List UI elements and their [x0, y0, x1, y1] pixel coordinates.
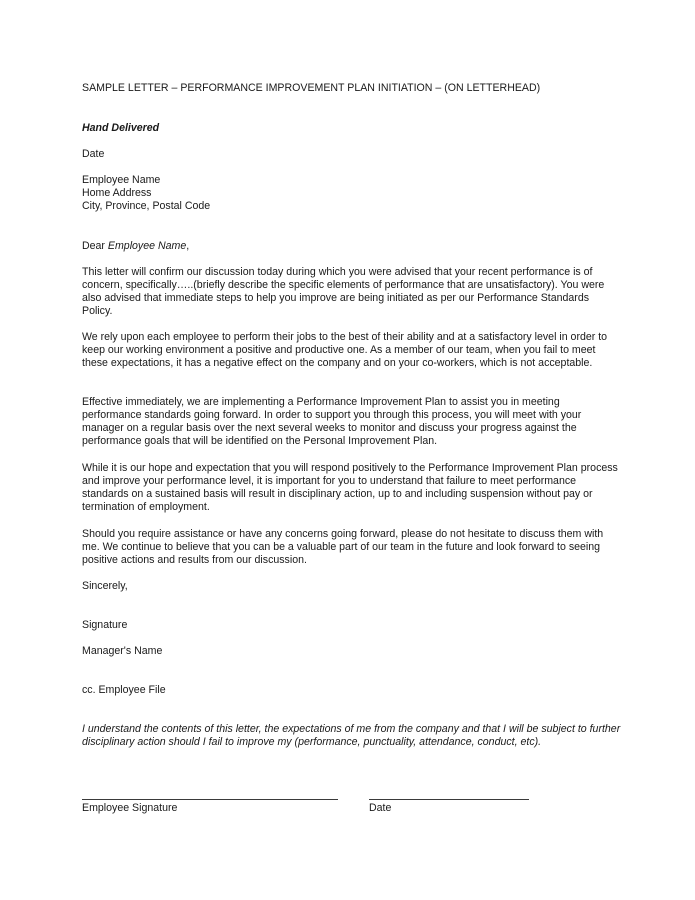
closing: Sincerely, [82, 580, 128, 592]
sign-date-label: Date [369, 802, 392, 814]
salutation [82, 240, 622, 253]
manager-name: Manager's Name [82, 645, 163, 657]
recipient-home-address: Home Address [82, 187, 152, 200]
cc-line: cc. Employee File [82, 684, 166, 696]
delivery-method: Hand Delivered [82, 122, 160, 134]
body-paragraph-3: Effective immediately, we are implementing a Performance Improvement Plan to assist you in meeting performance standards going forward. In order to support you through this process, you will meet with your manager on a regular basis over the next several weeks to monitor and discuss your progress against the performance goals that will be identified on the Personal Improvement Plan. [82, 396, 582, 448]
signature-block [82, 790, 622, 820]
recipient-address [82, 174, 622, 213]
recipient-name: Employee Name [82, 174, 161, 186]
body-paragraph-1: This letter will confirm our discussion today during which you were advised that your recent performance is of concern, specifically…..(briefly describe the specific elements of performance that are unsatisfactory). You were also advised that immediate steps to help you improve are being initiated as per our Performance Standards Policy. [82, 266, 605, 318]
salutation-prefix: Dear [82, 240, 108, 252]
recipient-city: City, Province, Postal Code [82, 200, 211, 213]
letter-title: SAMPLE LETTER – PERFORMANCE IMPROVEMENT PLAN INITIATION – (ON LETTERHEAD) [82, 82, 541, 94]
acknowledgement-statement: I understand the contents of this letter, the expectations of me from the company and that I will be subject to further disciplinary action should I fail to improve my (performance, punctuality, attendance, conduct, etc). [82, 723, 621, 749]
body-paragraph-5: Should you require assistance or have any concerns going forward, please do not hesitate to discuss them with me. We continue to believe that you can be a valuable part of our team in the future and look forward to seeing positive actions and results from our discussion. [82, 528, 604, 567]
employee-signature-line [82, 790, 338, 800]
sign-date-line [369, 790, 529, 800]
signature-label: Signature [82, 619, 128, 631]
salutation-name: Employee Name [107, 240, 187, 252]
employee-signature-label: Employee Signature [82, 802, 178, 814]
body-paragraph-4: While it is our hope and expectation that you will respond positively to the Performance Improvement Plan process and improve your performance level, it is important for you to understand that failure to meet performance standards on a sustained basis will result in disciplinary action, up to and including suspension without pay or termination of employment. [82, 462, 618, 514]
employee-signature-field [82, 790, 338, 815]
letter-date: Date [82, 148, 105, 160]
sign-date-field [369, 790, 529, 815]
body-paragraph-2: We rely upon each employee to perform their jobs to the best of their ability and at a satisfactory level in order to keep our working environment a positive and productive one. As a member of our team, when you fail to meet these expectations, it has a negative effect on the company and on your co-workers, which is not acceptable. [82, 331, 608, 370]
salutation-suffix: , [186, 240, 190, 252]
